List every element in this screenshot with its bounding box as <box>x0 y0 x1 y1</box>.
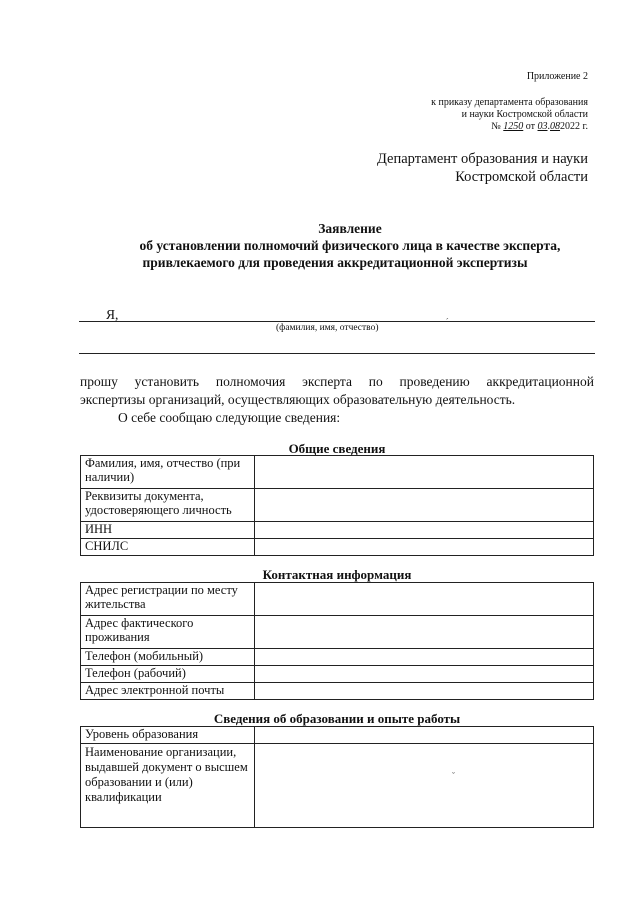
applicant-caption: (фамилия, имя, отчество) <box>276 323 379 333</box>
applicant-prefix: Я, <box>106 307 119 322</box>
order-line-1: к приказу департамента образования <box>431 97 588 108</box>
table-row <box>81 666 594 683</box>
field-value-cell[interactable] <box>255 683 594 700</box>
table-row <box>81 744 594 828</box>
table-row <box>81 489 594 522</box>
order-number-line <box>491 121 588 133</box>
field-label: Телефон (мобильный) <box>81 649 255 666</box>
info-intro: О себе сообщаю следующие сведения: <box>118 410 341 425</box>
field-value-cell[interactable] <box>255 539 594 556</box>
table-row <box>81 583 594 616</box>
section-title-contact: Контактная информация <box>262 567 412 582</box>
request-paragraph-line-1: прошу установить полномочия эксперта по проведению аккредитационной <box>80 374 594 389</box>
addressee-line-2: Костромской области <box>455 169 588 185</box>
addressee-line-1: Департамент образования и науки <box>376 151 588 167</box>
order-number: 1250 <box>503 121 524 132</box>
applicant-name-line <box>79 321 595 322</box>
field-value-cell[interactable] <box>255 489 594 522</box>
document-title-line-3: привлекаемого для проведения аккредитационной экспертизы <box>142 255 528 270</box>
field-label: Реквизиты документа, удостоверяющего личность <box>81 489 255 522</box>
table-row <box>81 683 594 700</box>
table-row <box>81 616 594 649</box>
field-label: Уровень образования <box>81 727 255 744</box>
table-row <box>81 456 594 489</box>
applicant-second-line <box>79 353 595 354</box>
field-value-cell[interactable] <box>255 649 594 666</box>
field-value-cell[interactable] <box>255 583 594 616</box>
table-row <box>81 649 594 666</box>
education-info-table <box>80 726 594 828</box>
order-day: 03 <box>537 121 548 132</box>
field-label: Адрес регистрации по месту жительства <box>81 583 255 616</box>
document-title: Заявление <box>318 221 382 236</box>
scan-mark: ´ <box>446 317 449 327</box>
field-label: Фамилия, имя, отчество (при наличии) <box>81 456 255 489</box>
field-value-cell[interactable] <box>255 456 594 489</box>
field-label: ИНН <box>81 522 255 539</box>
appendix-label: Приложение 2 <box>526 71 588 82</box>
order-line-2: и науки Костромской области <box>461 109 588 120</box>
field-label: Адрес фактического проживания <box>81 616 255 649</box>
request-paragraph-line-2: экспертизы организаций, осуществляющих образовательную деятельность. <box>80 392 516 407</box>
scan-mark: ˇ <box>452 771 455 781</box>
contact-info-table <box>80 582 594 700</box>
field-label: Наименование организации, выдавшей документ о высшем образовании и (или) квалификации <box>81 744 255 828</box>
field-label: СНИЛС <box>81 539 255 556</box>
field-value-cell[interactable] <box>255 616 594 649</box>
field-label: Телефон (рабочий) <box>81 666 255 683</box>
order-month: 08 <box>550 121 561 132</box>
section-title-general: Общие сведения <box>288 441 386 456</box>
document-title-line-2: об установлении полномочий физического лица в качестве эксперта, <box>139 238 561 253</box>
field-value-cell[interactable] <box>255 727 594 744</box>
field-value-cell[interactable] <box>255 744 594 828</box>
section-title-education: Сведения об образовании и опыте работы <box>213 711 461 726</box>
field-label: Адрес электронной почты <box>81 683 255 700</box>
general-info-table <box>80 455 594 556</box>
order-from: от <box>525 121 536 132</box>
table-row <box>81 727 594 744</box>
table-row <box>81 522 594 539</box>
order-number-prefix: № <box>491 121 501 132</box>
order-year: 2022 г. <box>560 121 588 132</box>
table-row <box>81 539 594 556</box>
field-value-cell[interactable] <box>255 666 594 683</box>
field-value-cell[interactable] <box>255 522 594 539</box>
order-dot: . <box>547 121 551 132</box>
